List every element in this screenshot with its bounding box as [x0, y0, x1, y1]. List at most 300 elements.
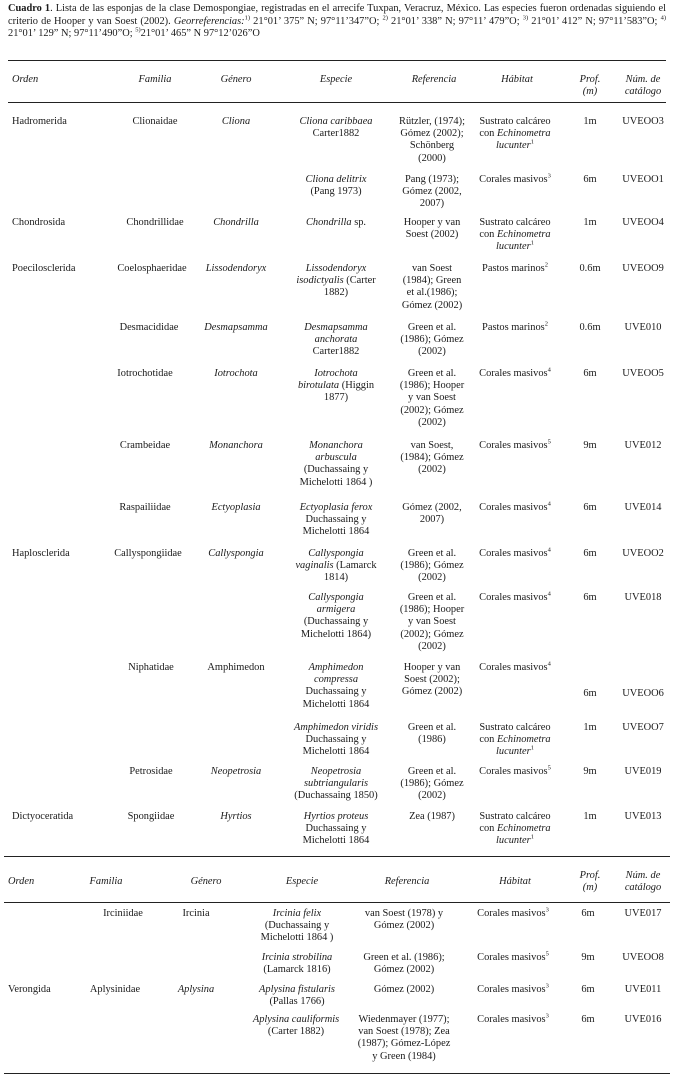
ref-line: (2002): [418, 464, 446, 476]
habitat-l1: Sustrato calcáreo: [479, 722, 551, 733]
especie-author: Carter1882: [312, 346, 360, 358]
prof-cell: 1m: [583, 116, 597, 127]
prof-cell: 6m: [583, 174, 597, 185]
ref-line: 2007): [419, 514, 445, 526]
ref-line: (2000): [418, 152, 446, 164]
especie-name: Aplysina fistularis: [259, 984, 335, 995]
especie-name: vaginalis: [295, 560, 334, 572]
habitat-cell: [466, 1014, 560, 1026]
geo-5: 21°01’ 465” N 97°12’026”O: [140, 28, 260, 40]
catalogo-cell: UVE011: [624, 984, 662, 995]
catalogo-cell: UVEOO9: [622, 263, 664, 274]
genero-cell: Chondrilla: [213, 217, 259, 228]
habitat-cell: [470, 322, 560, 334]
habitat-sup: 5: [545, 950, 549, 958]
especie-author: (Pallas 1766): [269, 996, 325, 1008]
habitat-sup: 1: [530, 239, 534, 247]
especie-author: Michelotti 1864: [302, 746, 370, 758]
geo-sup-1: 1): [244, 14, 251, 22]
geo-4: 21°01’ 129” N; 97°11’490”O;: [8, 28, 136, 40]
ref-line: (1986); Hooper: [399, 604, 465, 616]
referencia-cell: [390, 368, 474, 429]
habitat-text: Corales masivos: [477, 1014, 546, 1025]
ref-line: Green et al.: [407, 592, 457, 603]
habitat-l3: lucunter: [496, 140, 531, 152]
especie-author: (Lamarck 1816): [263, 964, 331, 976]
habitat-cell: [470, 811, 560, 848]
referencia-cell: [390, 548, 474, 585]
habitat-cell: [470, 368, 560, 380]
especie-name: Hyrtios proteus: [303, 811, 369, 822]
ref-line: Wiedenmayer (1977);: [358, 1014, 450, 1025]
ref-line: Hooper y van: [403, 217, 461, 228]
header-prof-unit: (m): [582, 882, 598, 894]
especie-author: Michelotti 1864 ): [260, 932, 334, 944]
habitat-cell: [470, 662, 560, 674]
catalogo-cell: UVEOO3: [622, 116, 664, 127]
habitat-sup: 4: [547, 366, 551, 374]
familia-cell: Callyspongiidae: [114, 548, 182, 559]
habitat-cell: [470, 592, 560, 604]
prof-cell: 9m: [581, 952, 595, 963]
habitat-sup: 4: [547, 660, 551, 668]
prof-cell: 6m: [583, 592, 597, 603]
genero-cell: Callyspongia: [208, 548, 264, 559]
habitat-sup: 4: [547, 546, 551, 554]
habitat-l2b: Echinometra: [496, 823, 551, 835]
habitat-l2a: con: [479, 823, 497, 835]
especie-author: Michelotti 1864: [302, 835, 370, 847]
referencia-cell: [390, 592, 474, 653]
especie-name: Amphimedon viridis: [294, 722, 378, 733]
habitat-l2a: con: [479, 734, 497, 746]
catalogo-cell: UVEOO1: [622, 174, 664, 185]
especie-author: Michelotti 1864 ): [299, 476, 373, 488]
ref-line: (2002): [418, 790, 446, 802]
referencia-cell: [346, 984, 462, 996]
orden-cell: Verongida: [8, 984, 51, 995]
familia-cell: Petrosidae: [129, 766, 173, 777]
habitat-text: Corales masivos: [477, 984, 546, 995]
header-referencia: Referencia: [384, 876, 430, 887]
ref-line: Zea (1987): [409, 811, 455, 822]
catalogo-cell: UVE010: [624, 322, 662, 333]
habitat-sup: 3: [547, 172, 551, 180]
ref-line: van Soest: [411, 263, 453, 274]
geo-3: 21°01’ 412” N; 97°11’583”O;: [528, 15, 661, 27]
geo-2: 21°01’ 338” N; 97°11’ 479”O;: [387, 15, 523, 27]
habitat-cell: [470, 440, 560, 452]
familia-cell: Spongiidae: [127, 811, 175, 822]
page-break-rule: [4, 856, 670, 857]
catalogo-cell: UVE013: [624, 811, 662, 822]
header-prof-label: Prof.: [579, 870, 601, 881]
especie-name: Callyspongia: [308, 592, 364, 603]
habitat-l2a: con: [479, 128, 497, 140]
prof-cell: 6m: [581, 1014, 595, 1025]
referencia-cell: [390, 502, 474, 526]
prof-cell: 6m: [581, 908, 595, 919]
catalogo-cell: UVE019: [624, 766, 662, 777]
ref-line: Gómez (2002): [373, 984, 435, 995]
genero-cell: Lissodendoryx: [205, 263, 267, 274]
habitat-l1: Sustrato calcáreo: [479, 217, 551, 228]
familia-cell: Crambeidae: [119, 440, 171, 451]
ref-line: (1986); Hooper: [399, 380, 465, 392]
especie-cell: [282, 592, 390, 641]
genero-cell: Cliona: [221, 116, 251, 127]
familia-cell: Aplysinidae: [89, 984, 141, 995]
especie-author: Duchassaing y: [305, 514, 367, 526]
orden-cell: Hadromerida: [12, 116, 67, 127]
genero-cell: Hyrtios: [220, 811, 252, 822]
especie-cell: [282, 217, 390, 229]
ref-line: (2002); Gómez: [400, 628, 464, 640]
especie-cell: [282, 116, 390, 140]
ref-line: y van Soest: [408, 392, 456, 404]
familia-cell: Clionaidae: [132, 116, 178, 127]
genero-cell: Desmapsamma: [204, 322, 268, 333]
habitat-text: Corales masivos: [479, 502, 548, 513]
prof-cell: 1m: [583, 217, 597, 228]
referencia-cell: [390, 440, 474, 477]
familia-cell: Coelosphaeridae: [117, 263, 187, 274]
familia-cell: Chondrillidae: [126, 217, 184, 228]
header-catalogo-l2: catálogo: [624, 882, 662, 894]
header-genero: Género: [220, 74, 252, 85]
ref-line: Soest (2002): [405, 229, 459, 241]
ref-line: Rützler, (1974);: [399, 116, 465, 127]
header-orden: Orden: [8, 876, 35, 887]
especie-name: subtriangularis: [303, 778, 369, 790]
especie-author: Michelotti 1864: [302, 698, 370, 710]
genero-cell: Monanchora: [209, 440, 263, 451]
especie-name: Aplysina cauliformis: [252, 1014, 340, 1025]
especie-cell: [282, 811, 390, 848]
genero-cell: Amphimedon: [207, 662, 265, 673]
geo-sup-3: 3): [522, 14, 529, 22]
header-catalogo-l1: Núm. de: [625, 870, 661, 881]
header-catalogo-l2: catálogo: [624, 86, 662, 98]
especie-cell: [282, 368, 390, 405]
geo-sup-4: 4): [660, 14, 666, 22]
ref-line: Gómez (2002,: [402, 502, 462, 513]
familia-cell: Desmacididae: [119, 322, 179, 333]
habitat-text: Corales masivos: [479, 548, 548, 559]
table-caption: [8, 3, 666, 41]
habitat-cell: [466, 984, 560, 996]
header-rule: [8, 102, 666, 103]
ref-line: van Soest (1978); Zea: [358, 1026, 450, 1038]
header-referencia: Referencia: [411, 74, 457, 85]
habitat-l3: lucunter: [496, 746, 531, 758]
header-prof: [570, 870, 610, 894]
ref-line: (2002): [418, 346, 446, 358]
ref-line: van Soest,: [410, 440, 454, 451]
especie-author: Duchassaing y: [305, 823, 367, 835]
especie-author: (Carter 1882): [267, 1026, 325, 1038]
referencia-cell: [346, 908, 462, 932]
especie-name: Amphimedon: [308, 662, 364, 673]
especie-name: Ircinia felix: [272, 908, 322, 919]
especie-cell: [282, 263, 390, 300]
header-catalogo: [616, 870, 670, 894]
especie-name: Monanchora: [309, 440, 363, 451]
prof-cell: 6m: [581, 984, 595, 995]
especie-name: compressa: [313, 674, 359, 686]
especie-cell: [282, 722, 390, 759]
especie-name: Cliona caribbaea: [299, 116, 373, 127]
habitat-l2b: Echinometra: [496, 734, 551, 746]
prof-cell: 0.6m: [579, 322, 601, 333]
especie-author: 1882): [323, 287, 349, 299]
habitat-text: Corales masivos: [477, 952, 546, 963]
habitat-l3: lucunter: [496, 241, 531, 253]
ref-line: Green et al.: [407, 368, 457, 379]
ref-line: (1986); Gómez: [400, 334, 464, 346]
referencia-cell: [390, 116, 474, 165]
ref-line: Green et al. (1986);: [363, 952, 445, 963]
header-prof-label: Prof.: [579, 74, 601, 85]
familia-cell: Irciniidae: [103, 908, 143, 919]
habitat-cell: [470, 116, 560, 153]
habitat-cell: [470, 502, 560, 514]
ref-line: Gómez (2002): [401, 686, 463, 698]
especie-author: Michelotti 1864): [300, 628, 372, 640]
especie-author: (Carter: [346, 275, 376, 287]
especie-name: Iotrochota: [314, 368, 358, 379]
habitat-cell: [470, 766, 560, 778]
ref-line: Gómez (2002);: [400, 128, 464, 140]
referencia-cell: [390, 662, 474, 699]
habitat-sup: 4: [547, 500, 551, 508]
prof-cell: 0.6m: [579, 263, 601, 274]
ref-line: (2002): [418, 572, 446, 584]
especie-author: (Duchassaing y: [303, 464, 369, 476]
ref-line: Green et al.: [407, 722, 457, 733]
referencia-cell: [390, 322, 474, 359]
catalogo-cell: UVE018: [624, 592, 662, 603]
referencia-cell: [390, 722, 474, 746]
catalogo-cell: UVEOO8: [622, 952, 664, 963]
genero-cell: Aplysina: [177, 984, 215, 995]
especie-name: Neopetrosia: [310, 766, 362, 777]
ref-line: (1986): [418, 734, 446, 746]
habitat-sup: 4: [547, 590, 551, 598]
ref-line: Green et al.: [407, 322, 457, 333]
habitat-cell: [466, 952, 560, 964]
habitat-sup: 5: [547, 438, 551, 446]
ref-line: (1986); Gómez: [400, 560, 464, 572]
ref-line: Gómez (2002): [373, 964, 435, 976]
ref-line: Gómez (2002): [373, 920, 435, 932]
habitat-sup: 3: [545, 906, 549, 914]
ref-line: (1986); Gómez: [400, 778, 464, 790]
header-orden: Orden: [12, 74, 39, 85]
especie-author: (Duchassaing 1850): [294, 790, 378, 802]
especie-name: Desmapsamma: [304, 322, 368, 333]
catalogo-cell: UVE016: [624, 1014, 662, 1025]
habitat-sup: 1: [530, 833, 534, 841]
familia-cell: Iotrochotidae: [117, 368, 173, 379]
especie-cell: [282, 766, 390, 803]
catalogo-cell: UVEOO7: [622, 722, 664, 733]
ref-line: Soest (2002);: [404, 674, 460, 686]
top-rule: [8, 60, 666, 61]
especie-author: Michelotti 1864: [302, 526, 370, 538]
ref-line: (2002); Gómez: [400, 404, 464, 416]
caption-text: . Lista de las esponjas de la clase Demospongiae, registradas en el arrecife Tuxpan, Veracruz, México. Las especies fueron ordenadas siguiendo el criterio de Hooper y van Soest (2002).: [8, 3, 666, 27]
orden-cell: Poecilosclerida: [12, 263, 76, 274]
ref-line: et al.(1986);: [406, 287, 458, 299]
especie-author: (Lamarck: [336, 560, 377, 572]
ref-line: Hooper y van: [403, 662, 461, 673]
referencia-cell: [390, 811, 474, 823]
habitat-text: Corales masivos: [479, 766, 548, 777]
orden-cell: Dictyoceratida: [12, 811, 74, 822]
ref-line: Pang (1973);: [405, 174, 459, 185]
ref-line: (1984); Green: [402, 275, 462, 287]
habitat-text: Corales masivos: [479, 592, 548, 603]
catalogo-cell: UVE014: [624, 502, 662, 513]
referencia-cell: [346, 1014, 462, 1063]
especie-name: Ircinia strobilina: [261, 952, 333, 963]
habitat-cell: [470, 263, 560, 275]
catalogo-cell: UVEOO6: [622, 688, 664, 699]
catalogo-cell: UVE017: [624, 908, 662, 919]
referencia-cell: [390, 263, 474, 312]
header-habitat: Hábitat: [499, 876, 531, 887]
habitat-text: Corales masivos: [479, 368, 548, 379]
prof-cell: 1m: [583, 811, 597, 822]
especie-name: birotulata: [297, 380, 340, 392]
especie-name: armigera: [316, 604, 356, 616]
habitat-sup: 1: [530, 744, 534, 752]
ref-line: (1984); Gómez: [400, 452, 464, 464]
familia-cell: Raspailiidae: [119, 502, 171, 513]
habitat-sup: 1: [530, 138, 534, 146]
especie-name: isodictyalis: [296, 275, 344, 287]
habitat-sup: 3: [545, 982, 549, 990]
especie-author: Duchassaing y: [305, 734, 367, 746]
catalogo-cell: UVEOO2: [622, 548, 664, 559]
genero-cell: Neopetrosia: [210, 766, 262, 777]
header-catalogo: [616, 74, 670, 98]
referencia-cell: [390, 217, 474, 241]
especie-cell: [282, 662, 390, 711]
caption-geo-label: Georreferencias:: [173, 15, 245, 27]
prof-cell: 6m: [583, 502, 597, 513]
header-especie: Especie: [319, 74, 353, 85]
genero-cell: Ectyoplasia: [211, 502, 261, 513]
habitat-l3: lucunter: [496, 835, 531, 847]
referencia-cell: [346, 952, 462, 976]
especie-cell: [282, 174, 390, 198]
especie-author: (Higgin: [341, 380, 375, 392]
especie-author: (Duchassaing y: [303, 616, 369, 628]
habitat-l1: Sustrato calcáreo: [479, 116, 551, 127]
orden-cell: Chondrosida: [12, 217, 66, 228]
ref-line: 2007): [419, 198, 445, 210]
ref-line: Green et al.: [407, 548, 457, 559]
especie-cell: [282, 548, 390, 585]
prof-cell: 6m: [583, 548, 597, 559]
especie-name: anchorata: [314, 334, 358, 346]
habitat-sup: 2: [544, 261, 548, 269]
geo-1: 21°01’ 375” N; 97°11’347”O;: [250, 15, 383, 27]
especie-name: Lissodendoryx: [305, 263, 367, 274]
ref-line: (2002): [418, 640, 446, 652]
especie-author: (Pang 1973): [310, 186, 362, 198]
genero-cell: Iotrochota: [214, 368, 258, 379]
especie-author: Carter1882: [312, 128, 360, 140]
header-familia: Familia: [89, 876, 123, 887]
ref-line: y Green (1984): [372, 1050, 436, 1062]
habitat-l2a: con: [479, 229, 497, 241]
habitat-cell: [470, 217, 560, 254]
header-genero: Género: [190, 876, 222, 887]
habitat-cell: [470, 548, 560, 560]
especie-cell: [238, 984, 356, 1008]
referencia-cell: [390, 174, 474, 211]
especie-author: 1814): [323, 572, 349, 584]
orden-cell: Haplosclerida: [12, 548, 70, 559]
ref-line: Schönberg: [409, 140, 455, 152]
familia-cell: Niphatidae: [128, 662, 174, 673]
catalogo-cell: UVEOO5: [622, 368, 664, 379]
prof-cell: 9m: [583, 440, 597, 451]
bottom-rule: [4, 1073, 670, 1074]
especie-cell: [232, 1014, 360, 1038]
header-rule-2: [4, 902, 670, 903]
especie-name: arbuscula: [315, 452, 357, 464]
habitat-text: Corales masivos: [479, 440, 548, 451]
habitat-cell: [470, 722, 560, 759]
header-familia: Familia: [138, 74, 172, 85]
prof-cell: 9m: [583, 766, 597, 777]
habitat-text: Pastos marinos: [482, 322, 545, 333]
ref-line: (2002): [418, 416, 446, 428]
genero-cell: Ircinia: [182, 908, 210, 919]
referencia-cell: [390, 766, 474, 803]
especie-cell: [282, 322, 390, 359]
catalogo-cell: UVEOO4: [622, 217, 664, 228]
ref-line: Gómez (2002,: [402, 186, 462, 198]
habitat-cell: [470, 174, 560, 186]
geo-sup-2: 2): [382, 14, 388, 22]
caption-label: Cuadro 1: [8, 3, 51, 14]
especie-cell: [282, 502, 390, 539]
prof-cell: 6m: [583, 368, 597, 379]
especie-name: Ectyoplasia ferox: [299, 502, 373, 513]
header-especie: Especie: [285, 876, 319, 887]
ref-line: Green et al.: [407, 766, 457, 777]
especie-author: (Duchassaing y: [264, 920, 330, 932]
habitat-cell: [466, 908, 560, 920]
ref-line: (1987); Gómez-López: [357, 1038, 451, 1050]
ref-line: Gómez (2002): [401, 299, 463, 311]
geo-sup-5: 5): [135, 26, 141, 34]
habitat-sup: 5: [547, 764, 551, 772]
header-habitat: Hábitat: [501, 74, 533, 85]
habitat-l2b: Echinometra: [496, 229, 551, 241]
especie-cell: [238, 908, 356, 945]
ref-line: van Soest (1978) y: [364, 908, 444, 919]
habitat-text: Corales masivos: [479, 662, 548, 673]
habitat-sup: 3: [545, 1012, 549, 1020]
ref-line: y van Soest: [408, 616, 456, 628]
especie-author: Duchassaing y: [305, 686, 367, 698]
